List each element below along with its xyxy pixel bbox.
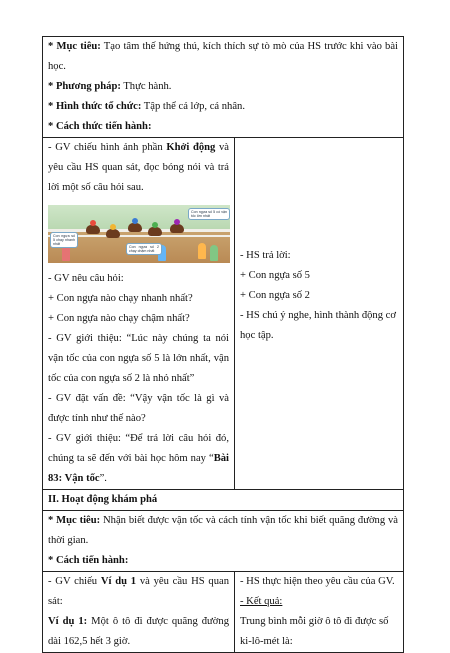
section2-student-cell [235,572,404,653]
teacher-intro-a: - GV chiếu hình ảnh phần [48,142,167,153]
speech-bubble-right: Con ngựa số 5 có vận tốc lớn nhất [188,208,230,220]
section1-info-row [43,37,404,138]
jockey-icon [152,222,158,228]
section2-teacher-bold: Ví dụ 1 [100,576,137,587]
section2-info-cell [43,511,404,572]
section2-student-line2: Trung bình mỗi giờ ô tô đi được số ki-lô-mét là: [240,616,389,647]
form-label: * Hình thức tổ chức: [48,101,142,112]
student-cell-spacer [240,138,398,246]
student-activity-cell [235,138,404,490]
horse-icon [106,229,120,238]
objective-text: Tạo tâm thế hứng thú, kích thích sự tò mò của HS trước khi vào bài học. [48,41,399,72]
example-1-label: Ví dụ 1: [48,616,88,627]
horse-race-illustration [48,205,230,263]
horse-icon [148,227,162,236]
objective-line [48,37,398,77]
lesson-intro-a: - GV giới thiệu: “Để trả lời câu hỏi đó, chúng ta sẽ đến với bài học hôm nay “ [48,433,229,464]
student-answer-intro: - HS trả lời: [240,250,291,261]
child-icon [198,243,206,259]
speech-bubble-middle: Con ngựa số 2 chạy chậm nhất [126,243,162,255]
horse-icon [86,225,100,234]
section2-teacher-b: và yêu cầu HS quan sát: [48,576,229,607]
section1-info-cell [43,37,404,138]
section2-result-label: - Kết quả: [240,596,283,607]
lesson-plan-table [42,36,404,653]
example-1-text: Một ô tô đi được quãng đường dài 162,5 hết 3 giờ. [48,616,229,647]
teacher-intro [48,138,229,198]
lesson-title: Bài 83: Vận tốc [48,453,229,484]
example-1 [48,612,229,652]
teacher-intro-bold: Khởi động [166,142,216,153]
form-line [48,97,398,117]
section2-heading-row [43,490,404,511]
student-answer-3: - HS chú ý nghe, hình thành động cơ học tập. [240,310,396,341]
student-answer-2: + Con ngựa số 2 [240,290,310,301]
objective-label: * Mục tiêu: [48,41,101,52]
section2-objective [48,511,398,551]
jockey-icon [90,220,96,226]
method-line [48,77,398,97]
question-intro: - GV nêu câu hỏi: [48,273,124,284]
lesson-intro-b: ”. [99,473,107,484]
teacher-intro-b: và yêu cầu HS quan sát, đọc bóng nói và trả lời một số câu hỏi sau. [48,142,229,193]
teacher-activity-cell [43,138,235,490]
jockey-icon [132,218,138,224]
section2-objective-text: Nhận biết được vận tốc và cách tính vận tốc khi biết quãng đường và thời gian. [48,515,398,546]
jockey-icon [174,219,180,225]
section2-info-row [43,511,404,572]
section2-procedure-label: * Cách tiến hành: [48,555,129,566]
section2-teacher-line [48,572,229,612]
section2-teacher-cell [43,572,235,653]
teacher-problem: - GV đặt vấn đề: “Vậy vận tốc là gì và được tính như thế nào? [48,393,229,424]
section2-activity-row [43,572,404,653]
section2-teacher-a: - GV chiếu [48,576,101,587]
question-2: + Con ngựa nào chạy chậm nhất? [48,313,190,324]
section2-objective-label: * Mục tiêu: [48,515,101,526]
student-answer-1: + Con ngựa số 5 [240,270,310,281]
speech-bubble-left: Con ngựa số 5 chạy nhanh nhất [50,232,78,248]
horse-icon [128,223,142,232]
procedure-label: * Cách thức tiến hành: [48,121,152,132]
section2-student-line1: - HS thực hiện theo yêu cầu của GV. [240,576,395,587]
teacher-lesson-intro [48,429,229,489]
horse-icon [170,224,184,233]
form-text: Tập thể cả lớp, cá nhân. [141,101,245,112]
question-1: + Con ngựa nào chạy nhanh nhất? [48,293,193,304]
section2-heading: II. Hoạt động khám phá [43,490,404,511]
child-icon [210,245,218,261]
teacher-introduction: - GV giới thiệu: “Lúc này chúng ta nói vận tốc của con ngựa số 5 là lớn nhất, vận tốc của con ngựa số 2 là nhỏ nhất” [48,333,229,384]
jockey-icon [110,224,116,230]
method-label: * Phương pháp: [48,81,121,92]
method-text: Thực hành. [120,81,172,92]
section1-activity-row [43,138,404,490]
